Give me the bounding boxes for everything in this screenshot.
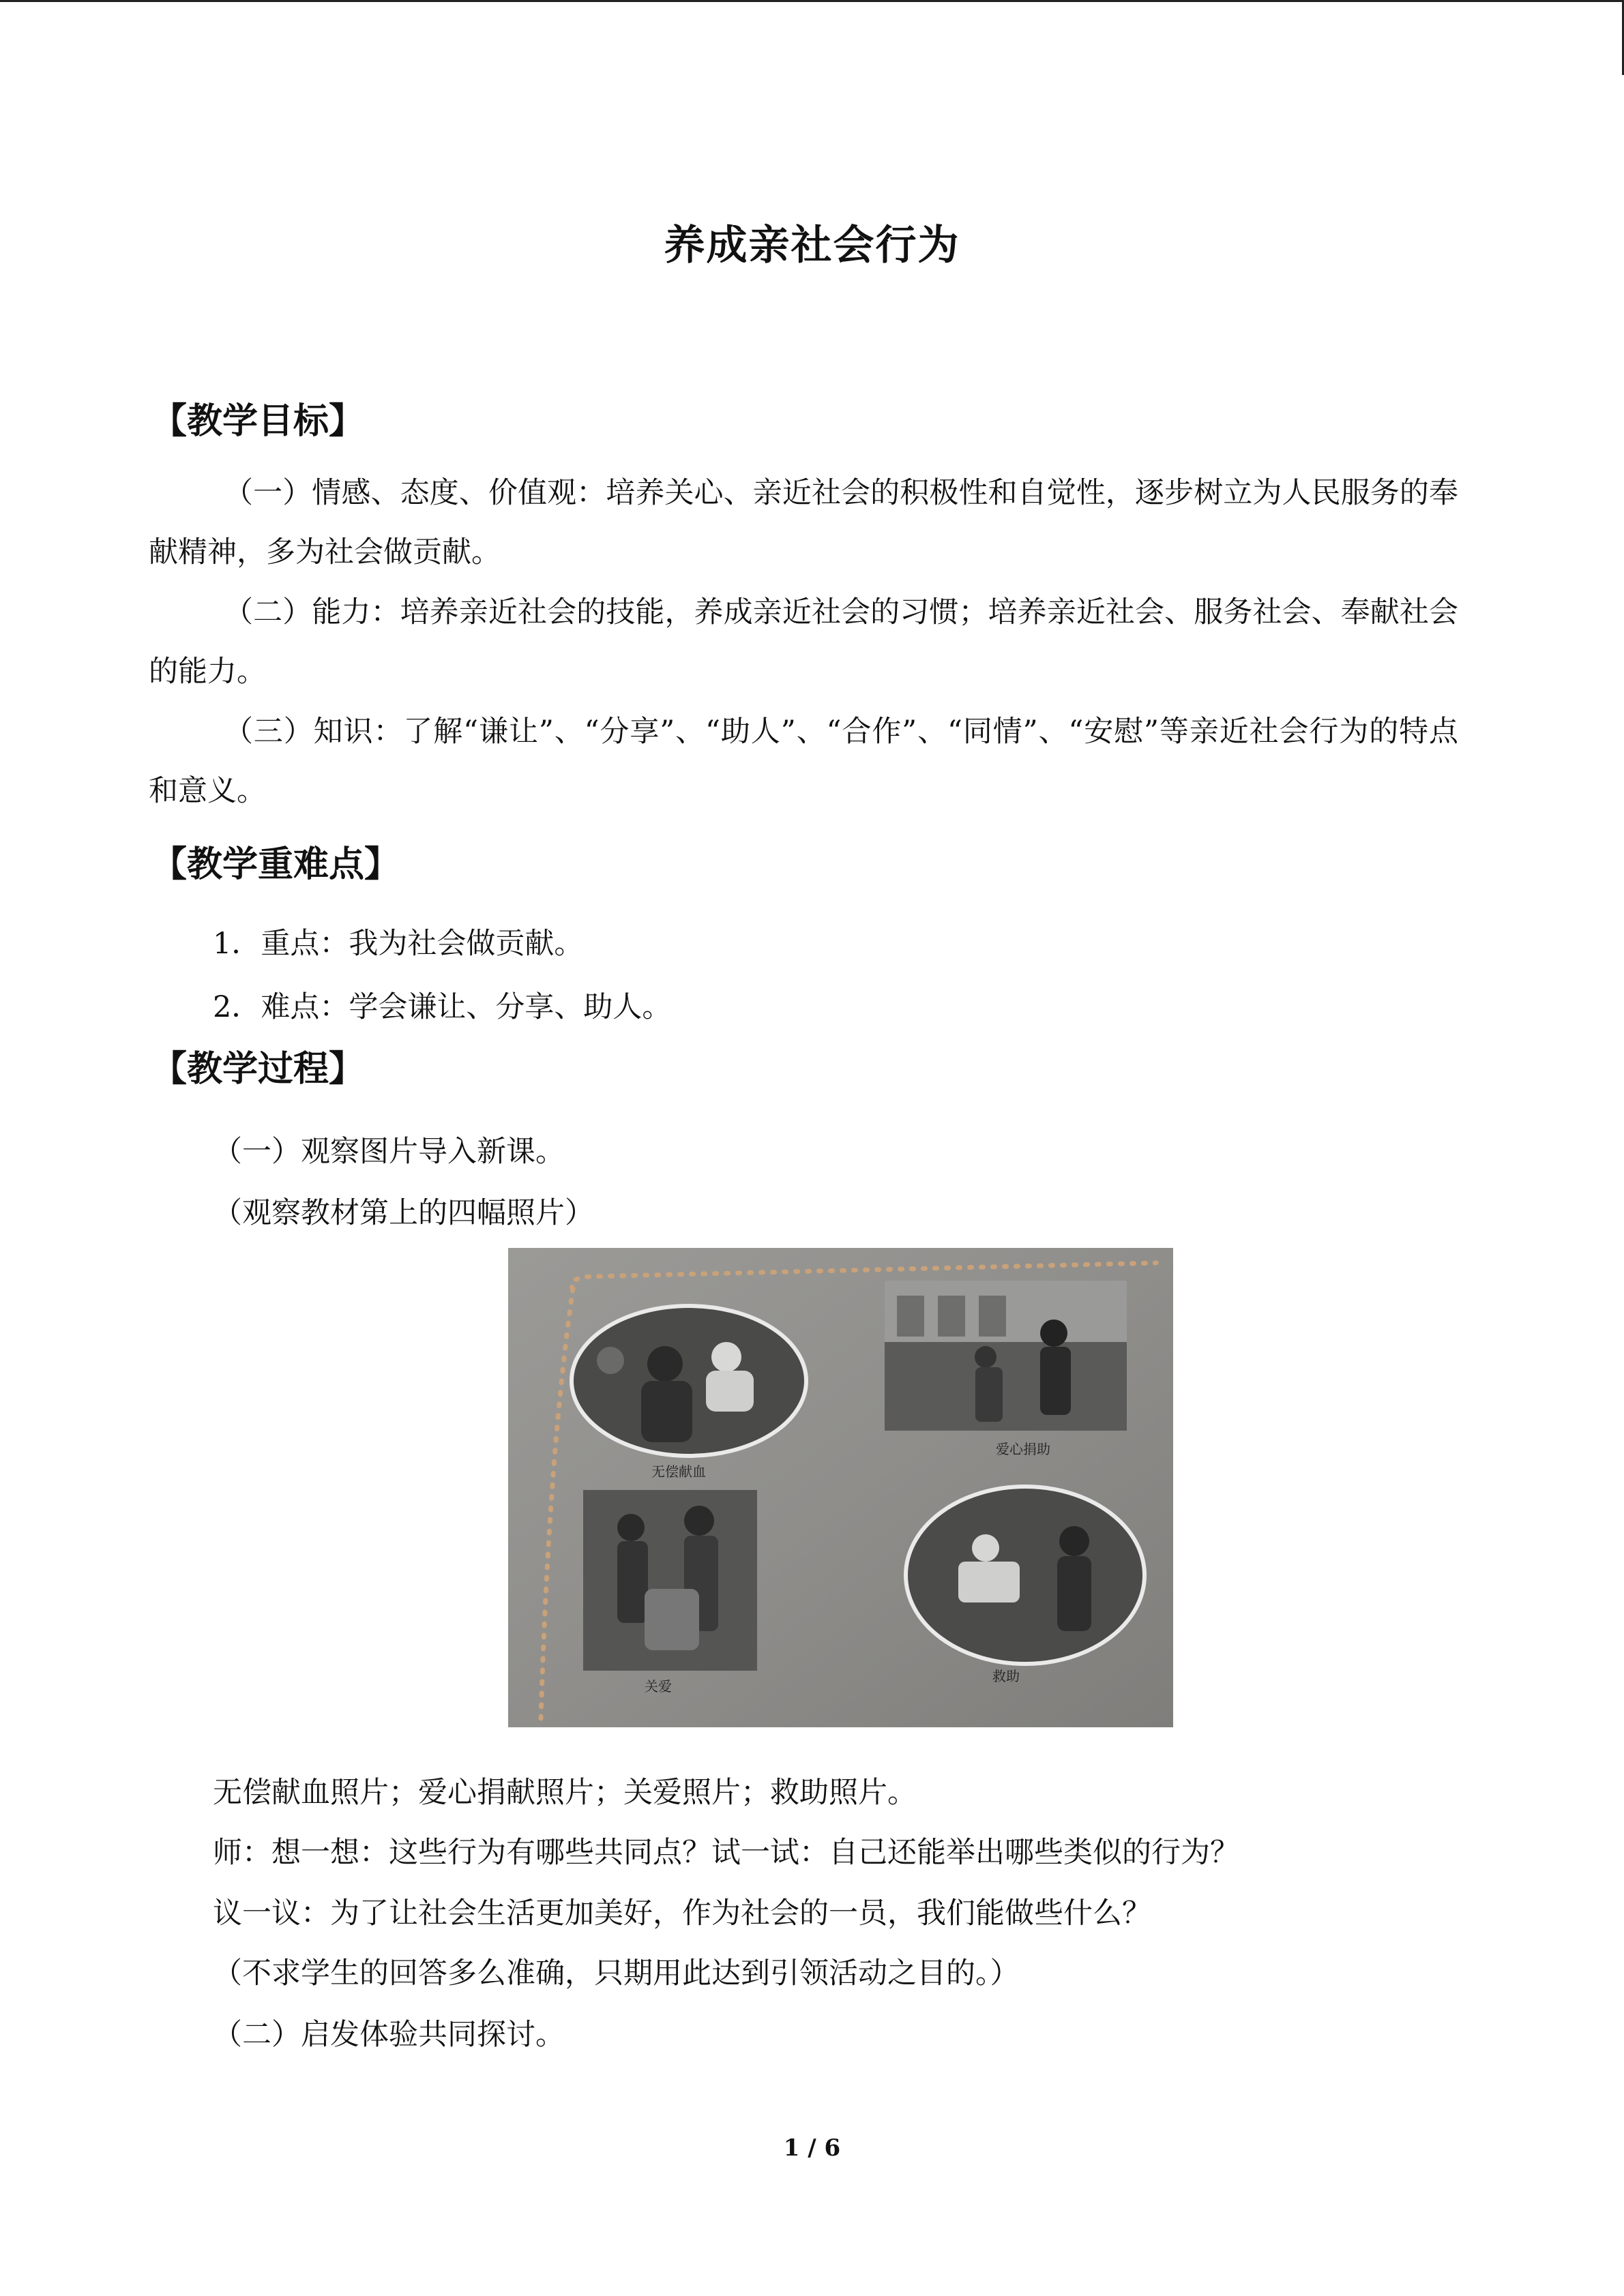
key-point-item: 2．难点：学会谦让、分享、助人。 [213, 990, 672, 1024]
process-line: （不求学生的回答多么准确，只期用此达到引领活动之目的。） [213, 1956, 1020, 1991]
objective-paragraph-1: （一）情感、态度、价值观：培养关心、亲近社会的积极性和自觉性，逐步树立为人民服务的奉献精神，多为社会做贡献。 [149, 476, 1458, 569]
textbook-photo-graphic [508, 1248, 1173, 1727]
photo-caption: 关爱 [645, 1678, 672, 1695]
process-line: 议一议：为了让社会生活更加美好，作为社会的一员，我们能做些什么？ [213, 1896, 1151, 1930]
process-line: 无偿献血照片；爱心捐献照片；关爱照片；救助照片。 [213, 1776, 917, 1810]
process-line: （观察教材第上的四幅照片） [213, 1196, 594, 1230]
process-line: （二）启发体验共同探讨。 [213, 2018, 565, 2052]
objective-paragraph-2: （二）能力：培养亲近社会的技能，养成亲近社会的习惯；培养亲近社会、服务社会、奉献社会的能力。 [149, 595, 1458, 689]
photo-caption: 爱心捐助 [996, 1441, 1050, 1457]
heading-process: 【教学过程】 [151, 1049, 365, 1090]
photo-caption: 救助 [992, 1668, 1020, 1684]
photo-caption: 无偿献血 [651, 1463, 706, 1480]
objective-paragraph-3: （三）知识：了解“谦让”、“分享”、“助人”、“合作”、“同情”、“安慰”等亲近社会行为的特点和意义。 [149, 715, 1458, 808]
top-border-line [0, 0, 1624, 2]
process-line: 师：想一想：这些行为有哪些共同点？试一试：自己还能举出哪些类似的行为？ [213, 1836, 1239, 1870]
textbook-photo [508, 1248, 1173, 1727]
heading-objectives: 【教学目标】 [151, 401, 365, 442]
key-point-item: 1．重点：我为社会做贡献。 [213, 927, 584, 961]
process-line: （一）观察图片导入新课。 [213, 1135, 565, 1169]
page-title: 养成亲社会行为 [664, 222, 960, 269]
heading-key-points: 【教学重难点】 [151, 844, 400, 885]
page-number: 1 / 6 [783, 2134, 841, 2162]
